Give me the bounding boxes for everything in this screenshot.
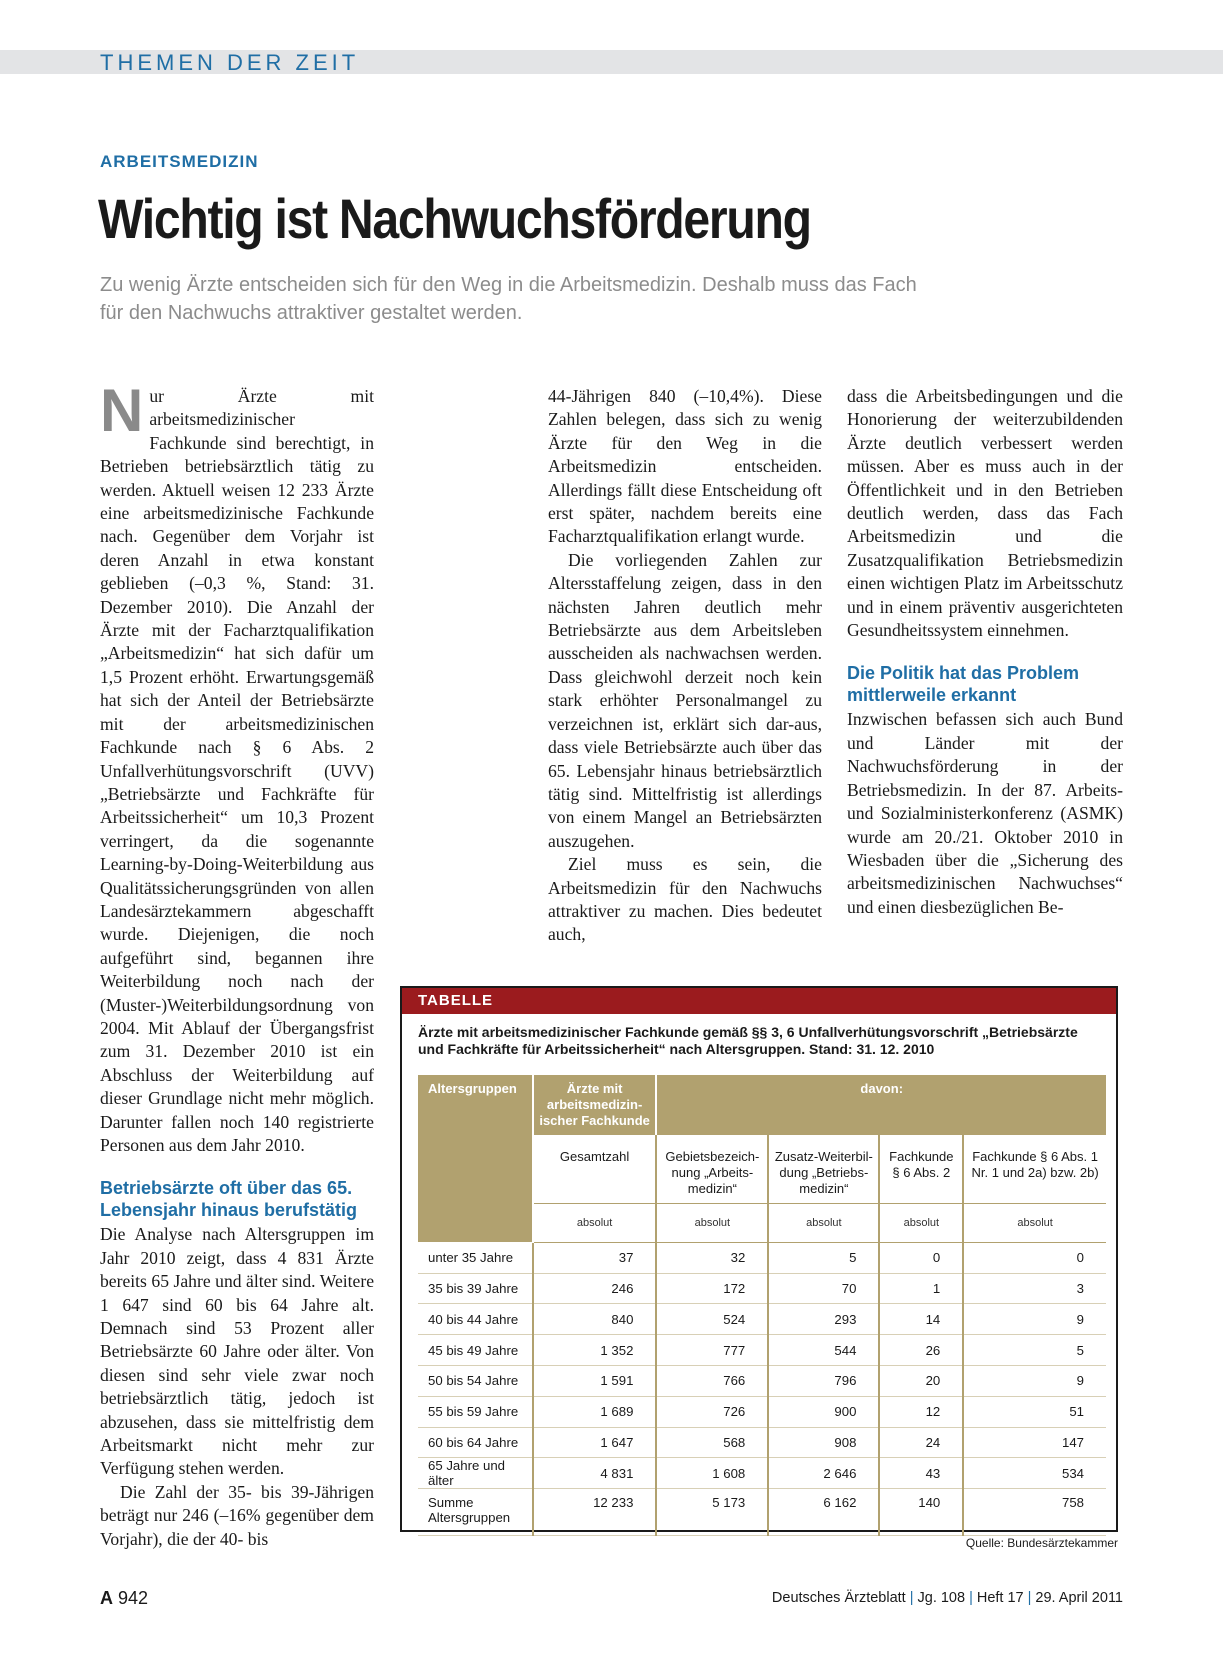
paragraph: Die Analyse nach Altersgruppen im Jahr 2010 zeigt, dass 4 831 Ärzte bereits 65 Jahre und älter sind. Weitere 1 647 sind 60 bis 64 Jahre alt. Demnach sind 53 Prozent aller Betriebsärzte 60 Jahre oder älter. Von diesen sind sehr viele zwar noch betriebsärztlich tätig, jedoch ist abzusehen, dass sie mittelfristig dem Arbeitsmarkt nicht mehr zur Verfügung stehen werden. — [100, 1224, 374, 1479]
paragraph: dass die Arbeitsbedingungen und die Honorierung der weiterzubildenden Ärzte deutlich verbessert werden müssen. Aber es muss auch in der Öffentlichkeit und in den Betrieben deutlich werden, dass das Fach Arbeitsmedizin und die Zusatzqualifikation Betriebsmedizin einen wichtigen Platz im Arbeitsschutz und in einem präventiv ausgerichteten Gesundheitssystem einnehmen. — [847, 386, 1123, 641]
cell-age: 60 bis 64 Jahre — [418, 1427, 533, 1458]
cell-gebiet: 1 608 — [656, 1458, 768, 1489]
journal-name: Deutsches Ärzteblatt — [771, 1590, 906, 1606]
unit-label: absolut — [533, 1204, 657, 1243]
cell-fk6b: 758 — [963, 1489, 1106, 1536]
cell-total: 1 352 — [533, 1335, 657, 1366]
table-source: Quelle: Bundesärztekammer — [965, 1536, 1118, 1550]
article-column-1 — [100, 377, 374, 1551]
table-row — [418, 1365, 1106, 1396]
table-sum-row — [418, 1489, 1106, 1536]
cell-zusatz: 5 — [768, 1242, 879, 1273]
paragraph: Die Zahl der 35- bis 39-Jährigen beträgt nur 246 (–16% gegenüber dem Vorjahr), die der 40- bis — [100, 1481, 374, 1549]
article-column-3 — [847, 385, 1123, 919]
unit-label: absolut — [768, 1204, 879, 1243]
cell-total: 12 233 — [533, 1489, 657, 1536]
cell-age: 55 bis 59 Jahre — [418, 1396, 533, 1427]
table-row — [418, 1335, 1106, 1366]
cell-fk6: 26 — [879, 1335, 963, 1366]
header-davon: davon: — [656, 1075, 1106, 1135]
cell-fk6b: 9 — [963, 1365, 1106, 1396]
paragraph: Ziel muss es sein, die Arbeitsmedizin für den Nachwuchs attraktiver zu machen. Dies bedeutet auch, — [548, 854, 822, 945]
subheading: Betriebsärzte oft über das 65. Lebensjahr hinaus berufstätig — [100, 1178, 358, 1221]
cell-gebiet: 5 173 — [656, 1489, 768, 1536]
cell-gebiet: 766 — [656, 1365, 768, 1396]
journal-issue: Heft 17 — [976, 1590, 1024, 1606]
cell-age: 65 Jahre und älter — [418, 1458, 533, 1489]
header-total-group: Ärzte mit arbeitsmedizin-ischer Fachkunde — [533, 1075, 657, 1135]
article-column-2 — [548, 385, 822, 947]
cell-fk6b: 0 — [963, 1242, 1106, 1273]
section-label: THEMEN DER ZEIT — [100, 50, 360, 75]
cell-total: 1 591 — [533, 1365, 657, 1396]
cell-fk6b: 51 — [963, 1396, 1106, 1427]
unit-label: absolut — [656, 1204, 768, 1243]
article-subtitle: Zu wenig Ärzte entscheiden sich für den Weg in die Arbeitsmedizin. Deshalb muss das Fach für den Nachwuchs attraktiver gestaltet werden. — [100, 274, 917, 324]
cell-zusatz: 544 — [768, 1335, 879, 1366]
cell-fk6b: 147 — [963, 1427, 1106, 1458]
table-row — [418, 1273, 1106, 1304]
data-table — [418, 1075, 1106, 1536]
cell-gebiet: 172 — [656, 1273, 768, 1304]
table-row — [418, 1396, 1106, 1427]
cell-zusatz: 70 — [768, 1273, 879, 1304]
paragraph: 44-Jährigen 840 (–10,4%). Diese Zahlen belegen, dass sich zu wenig Ärzte für den Weg in die Arbeitsmedizin entscheiden. Allerdings fällt diese Entscheidung oft erst später, nachdem bereits eine Facharztqualifikation erlangt wurde. — [548, 386, 822, 547]
cell-zusatz: 293 — [768, 1304, 879, 1335]
article-kicker: ARBEITSMEDIZIN — [100, 152, 259, 171]
section-banner — [0, 50, 1223, 74]
cell-zusatz: 796 — [768, 1365, 879, 1396]
drop-cap: N — [100, 377, 144, 444]
page-prefix: A — [100, 1588, 113, 1608]
table-row — [418, 1242, 1106, 1273]
journal-volume: Jg. 108 — [917, 1590, 966, 1606]
cell-zusatz: 2 646 — [768, 1458, 879, 1489]
cell-fk6: 140 — [879, 1489, 963, 1536]
cell-total: 1 689 — [533, 1396, 657, 1427]
paragraph — [100, 377, 374, 1157]
cell-age: 35 bis 39 Jahre — [418, 1273, 533, 1304]
cell-fk6b: 3 — [963, 1273, 1106, 1304]
cell-total: 37 — [533, 1242, 657, 1273]
cell-fk6b: 9 — [963, 1304, 1106, 1335]
subheading: Die Politik hat das Problem mittlerweile erkannt — [847, 663, 1080, 706]
cell-gebiet: 777 — [656, 1335, 768, 1366]
cell-gebiet: 32 — [656, 1242, 768, 1273]
cell-gebiet: 568 — [656, 1427, 768, 1458]
page-number-value: 942 — [118, 1588, 149, 1608]
cell-age: 45 bis 49 Jahre — [418, 1335, 533, 1366]
cell-fk6b: 5 — [963, 1335, 1106, 1366]
cell-total: 4 831 — [533, 1458, 657, 1489]
unit-label: absolut — [963, 1204, 1106, 1243]
cell-fk6: 1 — [879, 1273, 963, 1304]
cell-age: unter 35 Jahre — [418, 1242, 533, 1273]
separator: | — [1027, 1590, 1032, 1606]
header-age: Altersgruppen — [418, 1075, 533, 1242]
cell-total: 246 — [533, 1273, 657, 1304]
table-box — [400, 986, 1118, 1532]
cell-fk6: 14 — [879, 1304, 963, 1335]
header-total: Gesamtzahl — [533, 1135, 657, 1204]
paragraph: Inzwischen befassen sich auch Bund und Länder mit der Nachwuchsförderung in der Betriebsmedizin. In der 87. Arbeits- und Sozialministerkonferenz (ASMK) wurde am 20./21. Oktober 2010 in Wiesbaden über die „Sicherung des arbeitsmedizinischen Nachwuchses“ und einen diesbezüglichen Be- — [847, 709, 1123, 917]
cell-zusatz: 908 — [768, 1427, 879, 1458]
unit-label: absolut — [879, 1204, 963, 1243]
paragraph-text: ur Ärzte mit arbeitsmedizinischer Fachkunde sind berechtigt, in Betrieben betriebsärztlich tätig zu werden. Aktuell weisen 12 233 Ärzte eine arbeitsmedizinische Fachkunde nach. Gegenüber dem Vorjahr ist deren Anzahl in etwa konstant geblieben (–0,3 %, Stand: 31. Dezember 2010). Die Anzahl der Ärzte mit der Facharztqualifikation „Arbeitsmedizin“ hat sich dafür um 1,5 Prozent erhöht. Erwartungsgemäß hat sich der Anteil der Betriebsärzte mit der arbeitsmedizinischen Fachkunde nach § 6 Abs. 2 Unfallverhütungsvorschrift (UVV) „Betriebsärzte und Fachkräfte für Arbeitssicherheit“ um 10,3 Prozent verringert, da die sogenannte Learning-by-Doing-Weiterbildung aus Qualitätssicherungsgründen von allen Landesärztekammern abgeschafft wurde. Diejenigen, die noch aufgeführt sind, begannen ihre Weiterbildung noch nach der (Muster-)Weiterbildungsordnung von 2004. Mit Ablauf der Übergangsfrist zum 31. Dezember 2010 ist ein Abschluss der Weiterbildung auf dieser Grundlage nicht mehr möglich. Darunter fallen noch 140 registrierte Personen aus dem Jahr 2010. — [100, 386, 374, 1155]
cell-gebiet: 524 — [656, 1304, 768, 1335]
cell-age: 50 bis 54 Jahre — [418, 1365, 533, 1396]
cell-gebiet: 726 — [656, 1396, 768, 1427]
header-gebiet: Gebietsbezeich-nung „Arbeits-medizin“ — [656, 1135, 768, 1204]
cell-fk6: 24 — [879, 1427, 963, 1458]
table-row — [418, 1304, 1106, 1335]
cell-fk6b: 534 — [963, 1458, 1106, 1489]
table-label: TABELLE — [402, 988, 1116, 1014]
paragraph: Die vorliegenden Zahlen zur Altersstaffelung zeigen, dass in den nächsten Jahren deutlich mehr Betriebsärzte aus dem Arbeitsleben ausscheiden als nachwachsen werden. Dass gleichwohl derzeit noch kein stark erhöhter Personalmangel zu verzeichnen ist, erklärt sich dar-aus, dass viele Betriebsärzte auch über das 65. Lebensjahr hinaus betriebsärztlich tätig sind. Mittelfristig ist allerdings von einem Mangel an Betriebsärzten auszugehen. — [548, 549, 822, 851]
journal-date: 29. April 2011 — [1035, 1590, 1123, 1606]
page-number — [100, 1588, 148, 1609]
separator: | — [909, 1590, 914, 1606]
separator: | — [969, 1590, 973, 1606]
cell-fk6: 43 — [879, 1458, 963, 1489]
cell-age: 40 bis 44 Jahre — [418, 1304, 533, 1335]
cell-age: Summe Altersgruppen — [418, 1489, 533, 1536]
cell-total: 840 — [533, 1304, 657, 1335]
table-row — [418, 1458, 1106, 1489]
cell-fk6: 12 — [879, 1396, 963, 1427]
header-fk6: Fachkunde § 6 Abs. 2 — [879, 1135, 963, 1204]
header-zusatz: Zusatz-Weiterbil-dung „Betriebs-medizin“ — [768, 1135, 879, 1204]
table-caption: Ärzte mit arbeitsmedizinischer Fachkunde gemäß §§ 3, 6 Unfallverhütungsvorschrift „Betriebsärzte und Fachkräfte für Arbeitssicherheit“ nach Altersgruppen. Stand: 31. 12. 2010 — [418, 1024, 1078, 1057]
cell-total: 1 647 — [533, 1427, 657, 1458]
cell-zusatz: 6 162 — [768, 1489, 879, 1536]
article-headline: Wichtig ist Nachwuchsförderung — [98, 187, 811, 250]
cell-fk6: 20 — [879, 1365, 963, 1396]
table-row — [418, 1427, 1106, 1458]
cell-zusatz: 900 — [768, 1396, 879, 1427]
journal-footer — [772, 1590, 1123, 1606]
header-fk6b: Fachkunde § 6 Abs. 1 Nr. 1 und 2a) bzw. 2b) — [963, 1135, 1106, 1204]
table-header-row — [418, 1075, 1106, 1135]
cell-fk6: 0 — [879, 1242, 963, 1273]
